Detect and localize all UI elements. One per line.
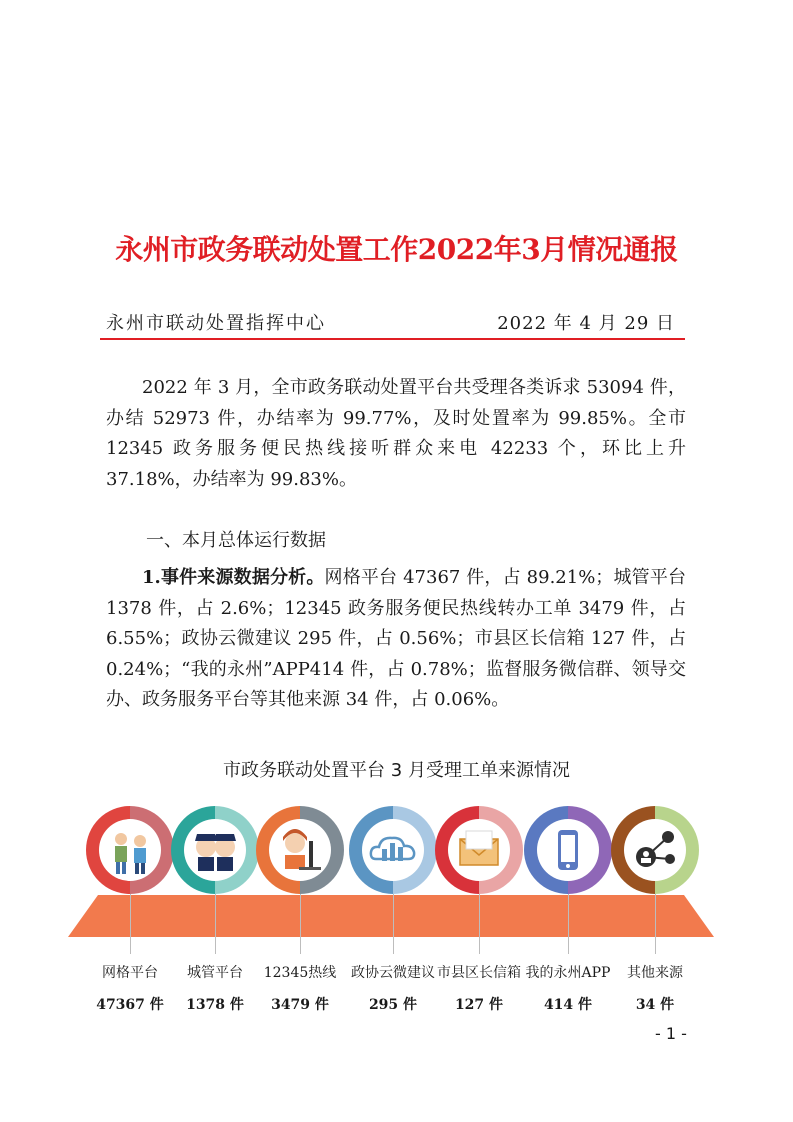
- source-count: 127 件: [454, 997, 504, 1013]
- source-count: 414 件: [543, 997, 593, 1013]
- source-stem: [568, 894, 569, 954]
- issue-date: 2022 年 4 月 29 日: [497, 313, 675, 334]
- phone-icon: [537, 819, 599, 881]
- source-label: 市县区长信箱: [437, 965, 521, 981]
- issuer: 永州市联动处置指挥中心: [106, 313, 326, 334]
- source-count: 47367 件: [96, 997, 164, 1013]
- page-number: - 1 -: [655, 1024, 687, 1043]
- source-label: 网格平台: [102, 965, 158, 981]
- paragraph-sources-lead: 1.事件来源数据分析。: [142, 567, 325, 588]
- people-icon: [99, 819, 161, 881]
- police-icon: [184, 819, 246, 881]
- chart-band: [68, 895, 714, 937]
- source-stem: [130, 894, 131, 954]
- source-count: 295 件: [368, 997, 418, 1013]
- paragraph-summary: [106, 373, 686, 495]
- source-stem: [393, 894, 394, 954]
- source-ring: [611, 806, 699, 894]
- paragraph-summary-text: 2022 年 3 月，全市政务联动处置平台共受理各类诉求 53094 件，办结 52973 件，办结率为 99.77%，及时处置率为 99.85%。全市 12345 政务服务便民热线接听群众来电 42233 个，环比上升 37.18%，办结率为 99.83%。: [106, 377, 686, 490]
- source-count: 1378 件: [186, 997, 244, 1013]
- share-icon: [624, 819, 686, 881]
- source-label: 城管平台: [187, 965, 243, 981]
- source-ring: [171, 806, 259, 894]
- title-rule: [100, 338, 685, 340]
- source-label: 政协云微建议: [351, 965, 435, 981]
- source-ring: [86, 806, 174, 894]
- source-ring: [524, 806, 612, 894]
- cloud-chart-icon: [362, 819, 424, 881]
- chart-title: 市政务联动处置平台 3 月受理工单来源情况: [223, 760, 570, 781]
- source-label: 其他来源: [627, 965, 683, 981]
- envelope-icon: [448, 819, 510, 881]
- source-ring: [256, 806, 344, 894]
- source-stem: [479, 894, 480, 954]
- section-heading: 一、本月总体运行数据: [146, 530, 326, 551]
- source-count: 3479 件: [271, 997, 329, 1013]
- operator-icon: [269, 819, 331, 881]
- paragraph-sources: [106, 563, 686, 716]
- source-stem: [215, 894, 216, 954]
- source-label: 我的永州APP: [525, 965, 611, 981]
- paragraph-sources-text: 网格平台 47367 件，占 89.21%；城管平台 1378 件，占 2.6%；12345 政务服务便民热线转办工单 3479 件，占 6.55%；政协云微建议 295 件，占 0.56%；市县区长信箱 127 件，占 0.24%；“我的永州”APP414 件，占 0.78%；监督服务微信群、领导交办、政务服务平台等其他来源 34 件，占 0.06%。: [106, 567, 686, 710]
- source-ring: [435, 806, 523, 894]
- source-label: 12345热线: [263, 965, 337, 981]
- source-ring: [349, 806, 437, 894]
- source-stem: [300, 894, 301, 954]
- source-count: 34 件: [635, 997, 675, 1013]
- source-stem: [655, 894, 656, 954]
- band-shape: [68, 895, 714, 937]
- document-title: 永州市政务联动处置工作2022年3月情况通报: [115, 233, 678, 266]
